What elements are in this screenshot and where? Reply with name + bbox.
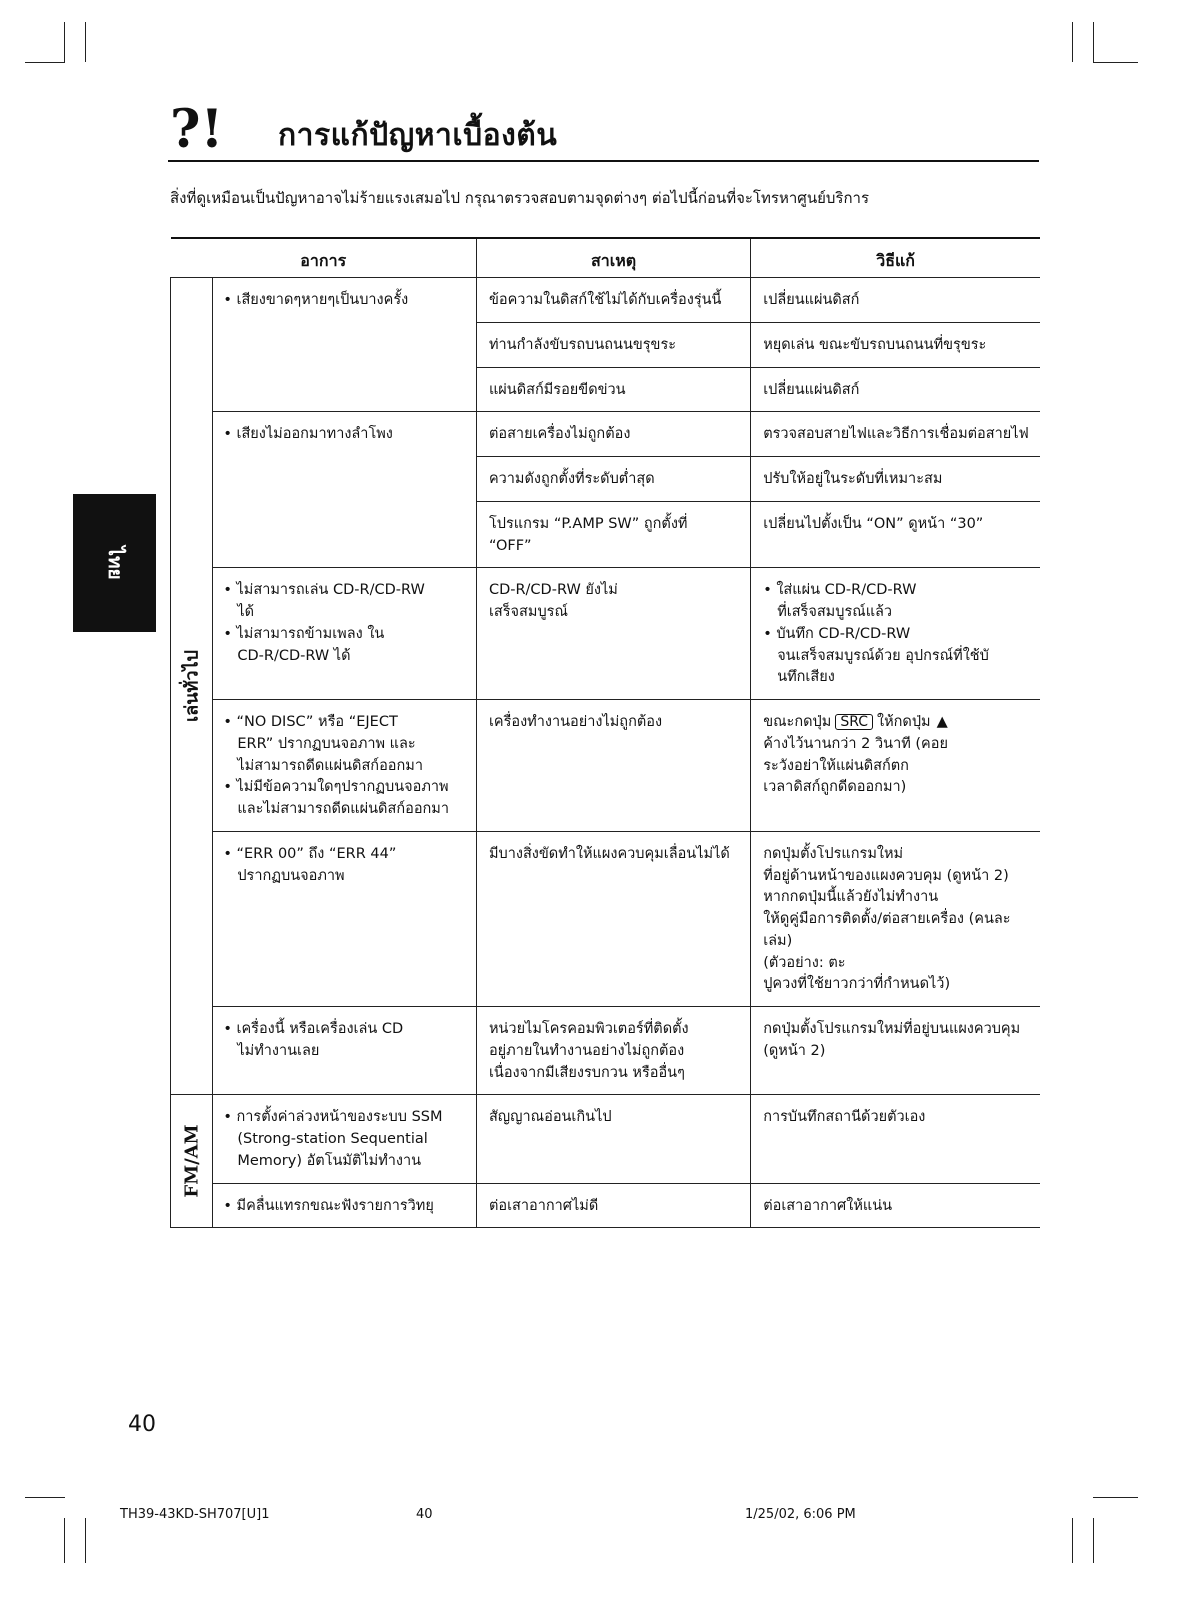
text-line: และไม่สามารถดีดแผ่นดิสก์ออกมา bbox=[237, 801, 450, 817]
cause-cell bbox=[476, 278, 750, 323]
text-line: ความดังถูกตั้งที่ระดับต่ำสุด bbox=[488, 471, 655, 487]
text-line: กดปุ่มตั้งโปรแกรมใหม่ที่อยู่บนแผงควบคุม bbox=[763, 1021, 1021, 1037]
crop-mark bbox=[1093, 1518, 1094, 1563]
text-line: ปรับให้อยู่ในระดับที่เหมาะสม bbox=[763, 471, 943, 487]
text-line: ท่านกำลังขับรถบนถนนขรุขระ bbox=[488, 336, 677, 353]
eject-icon: ▲ bbox=[936, 714, 948, 730]
symptom-cell bbox=[213, 568, 477, 700]
symptom-cell bbox=[213, 412, 477, 568]
solution-cell bbox=[751, 322, 1040, 367]
footer-file-id: TH39-43KD-SH707[U]1 bbox=[120, 1507, 270, 1522]
text-line: • เสียงไม่ออกมาทางลำโพง bbox=[223, 426, 393, 443]
text-line: Memory) อัตโนมัติไม่ทำงาน bbox=[237, 1152, 422, 1169]
text-line: • “ERR 00” ถึง “ERR 44” bbox=[223, 845, 397, 862]
cause-cell bbox=[476, 457, 750, 502]
source-button-icon: SRC bbox=[835, 714, 873, 730]
text-line: จนเสร็จสมบูรณ์ด้วย อุปกรณ์ที่ใช้บั bbox=[777, 647, 989, 664]
text-line: • “NO DISC” หรือ “EJECT bbox=[223, 714, 398, 730]
crop-mark bbox=[85, 22, 86, 62]
solution-text: ให้กดปุ่ม bbox=[877, 714, 931, 730]
solution-cell bbox=[751, 278, 1040, 323]
text-line: ERR” ปรากฏบนจอภาพ และ bbox=[237, 735, 416, 752]
crop-mark bbox=[64, 22, 65, 62]
text-line: • ใส่แผ่น CD-R/CD-RW bbox=[763, 582, 917, 599]
text-line: • มีคลื่นแทรกขณะฟังรายการวิทยุ bbox=[223, 1197, 434, 1214]
text-line: ให้ดูคู่มือการติดตั้ง/ต่อสายเครื่อง (คนละ bbox=[763, 911, 1011, 927]
text-line: ข้อความในดิสก์ใช้ไม่ได้กับเครื่องรุ่นนี้ bbox=[488, 292, 722, 308]
text-line: ต่อเสาอากาศให้แน่น bbox=[763, 1197, 893, 1214]
crop-mark bbox=[1093, 1497, 1138, 1498]
crop-mark bbox=[1093, 22, 1094, 62]
text-line: โปรแกรม “P.AMP SW” ถูกตั้งที่ bbox=[488, 515, 688, 532]
text-line: ได้ bbox=[237, 604, 255, 620]
solution-cell bbox=[751, 367, 1040, 412]
text-line: • ไม่สามารถข้ามเพลง ใน bbox=[223, 625, 385, 642]
table-row bbox=[171, 700, 1041, 832]
text-line: ต่อสายเครื่องไม่ถูกต้อง bbox=[488, 426, 631, 443]
text-line: (ตัวอย่าง: ตะ bbox=[763, 954, 846, 971]
text-line: เนื่องจากมีเสียงรบกวน หรืออื่นๆ bbox=[488, 1064, 685, 1081]
crop-mark bbox=[1093, 62, 1138, 63]
symptom-cell bbox=[213, 278, 477, 412]
cause-cell bbox=[476, 367, 750, 412]
crop-mark bbox=[25, 62, 65, 63]
table-row bbox=[171, 1095, 1041, 1183]
table-row bbox=[171, 1007, 1041, 1095]
symptom-cell bbox=[213, 1095, 477, 1183]
text-line: • การตั้งค่าล่วงหน้าของระบบ SSM bbox=[223, 1109, 443, 1126]
solution-cell bbox=[751, 501, 1040, 568]
text-line: ที่อยู่ด้านหน้าของแผงควบคุม (ดูหน้า 2) bbox=[763, 867, 1009, 884]
page-title: การแก้ปัญหาเบื้องต้น bbox=[278, 118, 558, 153]
table-row bbox=[171, 568, 1041, 700]
cause-cell bbox=[476, 322, 750, 367]
symptom-cell bbox=[213, 1183, 477, 1228]
text-line: CD-R/CD-RW ยังไม่ bbox=[488, 582, 618, 599]
text-line: เปลี่ยนแผ่นดิสก์ bbox=[763, 381, 860, 398]
solution-cell bbox=[751, 1183, 1040, 1228]
text-line: อยู่ภายในทำงานอย่างไม่ถูกต้อง bbox=[488, 1042, 685, 1059]
solution-cell bbox=[751, 831, 1040, 1006]
text-line: หยุดเล่น ขณะขับรถบนถนนที่ขรุขระ bbox=[763, 336, 987, 353]
text-line: • เสียงขาดๆหายๆเป็นบางครั้ง bbox=[223, 292, 409, 308]
text-line: เปลี่ยนแผ่นดิสก์ bbox=[763, 292, 860, 308]
solution-text: ขณะกดปุ่ม bbox=[763, 714, 832, 730]
text-line: ตรวจสอบสายไฟและวิธีการเชื่อมต่อสายไฟ bbox=[763, 426, 1029, 443]
column-header-solution: วิธีแก้ bbox=[751, 238, 1040, 278]
table-row bbox=[171, 412, 1041, 457]
text-line: ค้างไว้นานกว่า 2 วินาที (คอย bbox=[763, 735, 948, 752]
text-line: กดปุ่มตั้งโปรแกรมใหม่ bbox=[763, 845, 904, 862]
language-tab bbox=[73, 494, 156, 632]
cause-cell bbox=[476, 1007, 750, 1095]
text-line: • บันทึก CD-R/CD-RW bbox=[763, 625, 911, 642]
troubleshooting-icon: ?! bbox=[170, 99, 224, 160]
cause-cell bbox=[476, 501, 750, 568]
text-line: หน่วยไมโครคอมพิวเตอร์ที่ติดตั้ง bbox=[488, 1021, 689, 1037]
text-line: CD-R/CD-RW ได้ bbox=[237, 647, 351, 664]
solution-cell bbox=[751, 1007, 1040, 1095]
category-general-label: เล่นทั่วไป bbox=[181, 650, 203, 723]
text-line: • ไม่มีข้อความใดๆปรากฏบนจอภาพ bbox=[223, 779, 449, 796]
page-number: 40 bbox=[128, 1412, 156, 1437]
footer-timestamp: 1/25/02, 6:06 PM bbox=[745, 1507, 856, 1522]
solution-cell bbox=[751, 568, 1040, 700]
footer-page: 40 bbox=[416, 1507, 433, 1522]
crop-mark bbox=[1072, 22, 1073, 62]
symptom-cell bbox=[213, 831, 477, 1006]
text-line: ต่อเสาอากาศไม่ดี bbox=[488, 1197, 599, 1214]
crop-mark bbox=[64, 1518, 65, 1563]
text-line: ไม่สามารถดีดแผ่นดิสก์ออกมา bbox=[237, 757, 423, 774]
text-line: • ไม่สามารถเล่น CD-R/CD-RW bbox=[223, 582, 425, 599]
symptom-cell bbox=[213, 1007, 477, 1095]
text-line: สัญญาณอ่อนเกินไป bbox=[488, 1109, 612, 1126]
cause-cell bbox=[476, 412, 750, 457]
column-header-cause: สาเหตุ bbox=[476, 238, 750, 278]
category-general bbox=[171, 278, 213, 1095]
text-line: มีบางสิ่งขัดทำให้แผงควบคุมเลื่อนไม่ได้ bbox=[488, 845, 730, 862]
symptom-cell bbox=[213, 700, 477, 832]
cause-cell bbox=[476, 700, 750, 832]
troubleshooting-table bbox=[170, 237, 1040, 1228]
text-line: (ดูหน้า 2) bbox=[763, 1042, 826, 1059]
crop-mark bbox=[25, 1497, 65, 1498]
table-row bbox=[171, 278, 1041, 323]
cause-cell bbox=[476, 568, 750, 700]
table-header-row bbox=[171, 238, 1041, 278]
text-line: ไม่ทำงานเลย bbox=[237, 1042, 320, 1059]
cause-cell bbox=[476, 831, 750, 1006]
text-line: นทึกเสียง bbox=[777, 669, 835, 686]
text-line: แผ่นดิสก์มีรอยขีดข่วน bbox=[488, 381, 626, 398]
text-line: เล่ม) bbox=[763, 932, 793, 949]
category-fm-am-label: FM/AM bbox=[181, 1124, 203, 1198]
cause-cell bbox=[476, 1183, 750, 1228]
solution-cell bbox=[751, 412, 1040, 457]
table-row bbox=[171, 831, 1041, 1006]
column-header-symptom: อาการ bbox=[171, 238, 477, 278]
text-line: ปรากฏบนจอภาพ bbox=[237, 867, 345, 884]
text-line: (Strong-station Sequential bbox=[237, 1131, 428, 1147]
solution-cell bbox=[751, 700, 1040, 832]
intro-text: สิ่งที่ดูเหมือนเป็นปัญหาอาจไม่ร้ายแรงเสมอไป กรุณาตรวจสอบตามจุดต่างๆ ต่อไปนี้ก่อนที่จะโทรหาศูนย์บริการ bbox=[170, 189, 870, 207]
text-line: การบันทึกสถานีด้วยตัวเอง bbox=[763, 1109, 926, 1126]
text-line: เวลาดิสก์ถูกดีดออกมา) bbox=[763, 779, 907, 796]
crop-mark bbox=[1072, 1518, 1073, 1563]
text-line: ระวังอย่าให้แผ่นดิสก์ตก bbox=[763, 757, 909, 774]
solution-cell bbox=[751, 1095, 1040, 1183]
language-tab-label: ไทย bbox=[103, 546, 126, 580]
text-line: • เครื่องนี้ หรือเครื่องเล่น CD bbox=[223, 1021, 404, 1037]
text-line: เปลี่ยนไปตั้งเป็น “ON” ดูหน้า “30” bbox=[763, 515, 984, 532]
category-fm-am bbox=[171, 1095, 213, 1228]
text-line: “OFF” bbox=[488, 537, 532, 554]
title-divider bbox=[168, 160, 1039, 162]
text-line: เครื่องทำงานอย่างไม่ถูกต้อง bbox=[488, 714, 663, 730]
text-line: ปูควงที่ใช้ยาวกว่าที่กำหนดไว้) bbox=[763, 976, 951, 993]
text-line: เสร็จสมบูรณ์ bbox=[488, 604, 568, 620]
table-row bbox=[171, 1183, 1041, 1228]
text-line: ที่เสร็จสมบูรณ์แล้ว bbox=[777, 604, 893, 620]
crop-mark bbox=[85, 1518, 86, 1563]
text-line bbox=[763, 712, 1030, 734]
solution-cell bbox=[751, 457, 1040, 502]
text-line: หากกดปุ่มนี้แล้วยังไม่ทำงาน bbox=[763, 889, 939, 906]
cause-cell bbox=[476, 1095, 750, 1183]
